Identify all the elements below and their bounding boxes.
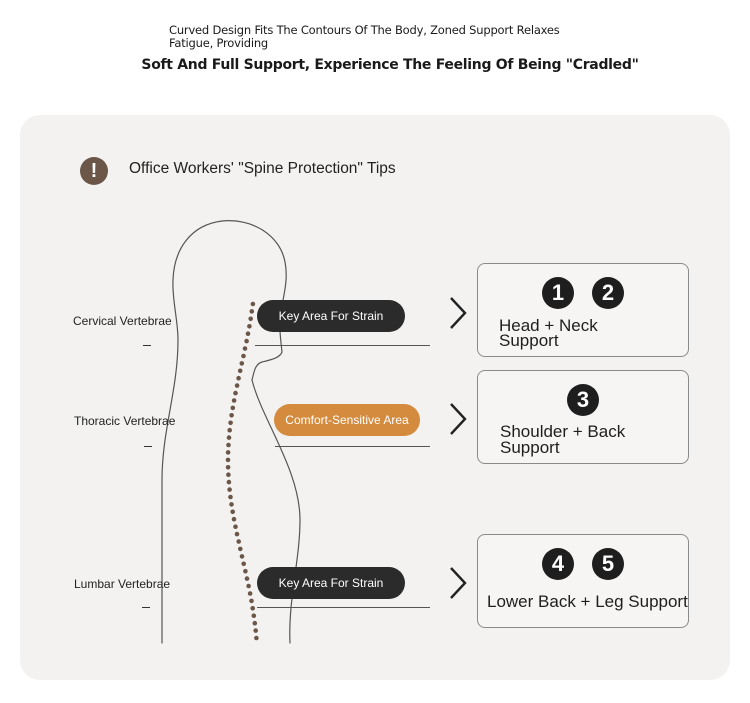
cervical-tick — [143, 345, 151, 346]
spine-dot — [249, 599, 254, 604]
lumbar-tick — [142, 607, 150, 608]
number-badge-1: 1 — [542, 277, 574, 309]
spine-dot — [235, 383, 240, 388]
number-badge-5: 5 — [592, 548, 624, 580]
box-label-line-1: Shoulder + Back — [500, 422, 626, 441]
chevron-right-icon — [448, 566, 468, 600]
spine-dot — [250, 309, 255, 314]
spine-dot — [226, 465, 231, 470]
connector-middle — [275, 446, 430, 447]
spine-dot — [246, 331, 251, 336]
spine-dot — [233, 524, 238, 529]
support-box-shoulder-back — [477, 370, 689, 464]
tips-title: Office Workers' "Spine Protection" Tips — [129, 160, 396, 177]
connector-upper — [255, 345, 430, 346]
spine-dot — [226, 443, 231, 448]
spine-dot — [253, 628, 258, 633]
label-thoracic-vertebrae: Thoracic Vertebrae — [74, 414, 176, 428]
spine-dot — [229, 413, 234, 418]
spine-dot — [231, 406, 236, 411]
support-box-head-neck — [477, 263, 689, 357]
spine-dot — [244, 339, 249, 344]
spine-dot — [243, 346, 248, 351]
spine-dot — [228, 421, 233, 426]
number-badge-4: 4 — [542, 548, 574, 580]
spine-dot — [252, 613, 257, 618]
pill-key-area-strain-upper: Key Area For Strain — [257, 300, 405, 332]
box-label-line-1: Head + Neck — [499, 316, 598, 335]
spine-dot — [248, 591, 253, 596]
box-label-line-2: Support — [499, 331, 559, 350]
exclamation-icon: ! — [80, 157, 108, 185]
spine-dot — [240, 554, 245, 559]
spine-dot — [246, 584, 251, 589]
spine-dot — [236, 539, 241, 544]
spine-dot — [250, 606, 255, 611]
spine-dot — [243, 569, 248, 574]
spine-dot — [240, 361, 245, 366]
header-line-1: Curved Design Fits The Contours Of The Body, Zoned Support Relaxes Fatigue, Providing — [169, 23, 560, 50]
spine-dot — [241, 354, 246, 359]
spine-dot — [245, 576, 250, 581]
spine-dot — [229, 502, 234, 507]
spine-dot — [238, 369, 243, 374]
pill-key-area-strain-lower: Key Area For Strain — [257, 567, 405, 599]
spine-dot — [241, 562, 246, 567]
spine-dot — [253, 621, 258, 626]
spine-dot — [233, 391, 238, 396]
pill-comfort-sensitive-area: Comfort-Sensitive Area — [274, 404, 420, 436]
chevron-right-icon — [448, 402, 468, 436]
spine-dot — [247, 324, 252, 329]
spine-dot — [226, 458, 231, 463]
spine-dot — [227, 435, 232, 440]
spine-dot — [251, 302, 256, 307]
box-label-line-2: Support — [500, 438, 560, 457]
spine-dot — [226, 472, 231, 477]
connector-lower — [257, 607, 430, 608]
spine-dot — [230, 510, 235, 515]
spine-dot — [227, 480, 232, 485]
label-cervical-vertebrae: Cervical Vertebrae — [73, 314, 172, 328]
spine-dot — [254, 636, 259, 641]
spine-dot — [235, 532, 240, 537]
label-lumbar-vertebrae: Lumbar Vertebrae — [74, 577, 171, 591]
number-badge-2: 2 — [592, 277, 624, 309]
thoracic-tick — [144, 446, 152, 447]
spine-dot — [227, 428, 232, 433]
number-badge-3: 3 — [567, 384, 599, 416]
spine-dot — [248, 317, 253, 322]
header-line-2: Soft And Full Support, Experience The Feeling Of Being "Cradled" — [141, 57, 639, 73]
spine-dot — [226, 450, 231, 455]
spine-dot — [228, 495, 233, 500]
spine-dot — [232, 517, 237, 522]
spine-dot — [232, 398, 237, 403]
box-label-line-1: Lower Back + Leg Support — [487, 592, 688, 611]
support-box-lower-back-leg — [477, 534, 689, 628]
chevron-right-icon — [448, 296, 468, 330]
spine-dot — [238, 547, 243, 552]
spine-dots — [226, 302, 259, 641]
spine-dot — [236, 376, 241, 381]
spine-dot — [227, 487, 232, 492]
